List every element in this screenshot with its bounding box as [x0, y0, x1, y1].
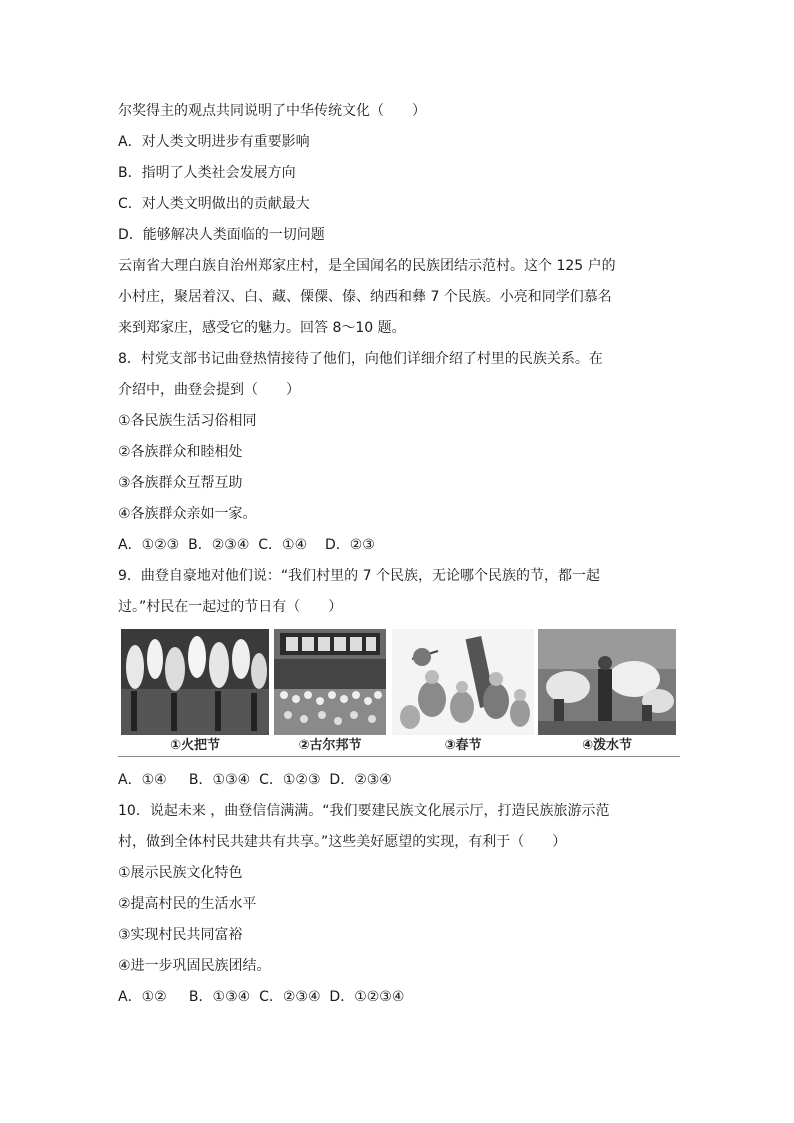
q10-item-2: ②提高村民的生活水平 — [118, 896, 257, 912]
torch-festival-image — [121, 629, 269, 735]
q7-stem-end: 尔奖得主的观点共同说明了中华传统文化（ ） — [118, 103, 426, 119]
torch-festival-panel — [121, 629, 269, 757]
caption-torch-festival: ①火把节 — [169, 738, 220, 753]
passage-line-3: 来到郑家庄，感受它的魅力。回答 8～10 题。 — [118, 320, 406, 336]
passage-line-2: 小村庄，聚居着汉、白、藏、傈僳、傣、纳西和彝 7 个民族。小亮和同学们慕名 — [118, 289, 612, 305]
q8-item-1: ①各民族生活习俗相同 — [118, 413, 257, 429]
water-festival-panel — [538, 629, 676, 757]
eid-festival-panel — [274, 629, 386, 757]
spring-festival-panel — [392, 629, 534, 757]
q9-options: A．①④ B．①③④ C．①②③ D．②③④ — [118, 772, 392, 788]
q8-stem-line-1: 8．村党支部书记曲登热情接待了他们，向他们详细介绍了村里的民族关系。在 — [118, 351, 603, 367]
exam-page — [118, 96, 683, 1013]
spring-festival-image — [392, 629, 534, 735]
q8-stem-line-2: 介绍中，曲登会提到（ ） — [118, 382, 300, 398]
q7-option-a: A．对人类文明进步有重要影响 — [118, 134, 310, 150]
caption-eid-festival: ②古尔邦节 — [298, 738, 362, 753]
q10-stem-line-2: 村，做到全体村民共建共有共享。”这些美好愿望的实现，有利于（ ） — [118, 834, 567, 850]
q8-item-2: ②各族群众和睦相处 — [118, 444, 243, 460]
caption-water-festival: ④泼水节 — [581, 738, 632, 753]
q10-item-3: ③实现村民共同富裕 — [118, 927, 243, 943]
q9-stem-line-1: 9．曲登自豪地对他们说：“我们村里的 7 个民族，无论哪个民族的节，都一起 — [118, 568, 600, 584]
q8-item-4: ④各族群众亲如一家。 — [118, 506, 257, 522]
q10-stem-line-1: 10．说起未来 ，曲登信信满满。“我们要建民族文化展示厅，打造民族旅游示范 — [118, 803, 610, 819]
q10-options: A．①② B．①③④ C．②③④ D．①②③④ — [118, 989, 405, 1005]
q10-item-1: ①展示民族文化特色 — [118, 865, 243, 881]
caption-spring-festival: ③春节 — [444, 738, 482, 753]
q8-item-3: ③各族群众互帮互助 — [118, 475, 243, 491]
q7-option-b: B．指明了人类社会发展方向 — [118, 165, 296, 181]
q9-stem-line-2: 过。”村民在一起过的节日有（ ） — [118, 599, 343, 615]
q10-item-4: ④进一步巩固民族团结。 — [118, 958, 271, 974]
water-festival-image — [538, 629, 676, 735]
q8-options: A．①②③ B．②③④ C．①④ D．②③ — [118, 537, 375, 553]
eid-festival-image — [274, 629, 386, 735]
passage-line-1: 云南省大理白族自治州郑家庄村，是全国闻名的民族团结示范村。这个 125 户的 — [118, 258, 616, 274]
q7-option-c: C．对人类文明做出的贡献最大 — [118, 196, 310, 212]
festival-figure — [118, 629, 680, 757]
q7-option-d: D．能够解决人类面临的一切问题 — [118, 227, 325, 243]
